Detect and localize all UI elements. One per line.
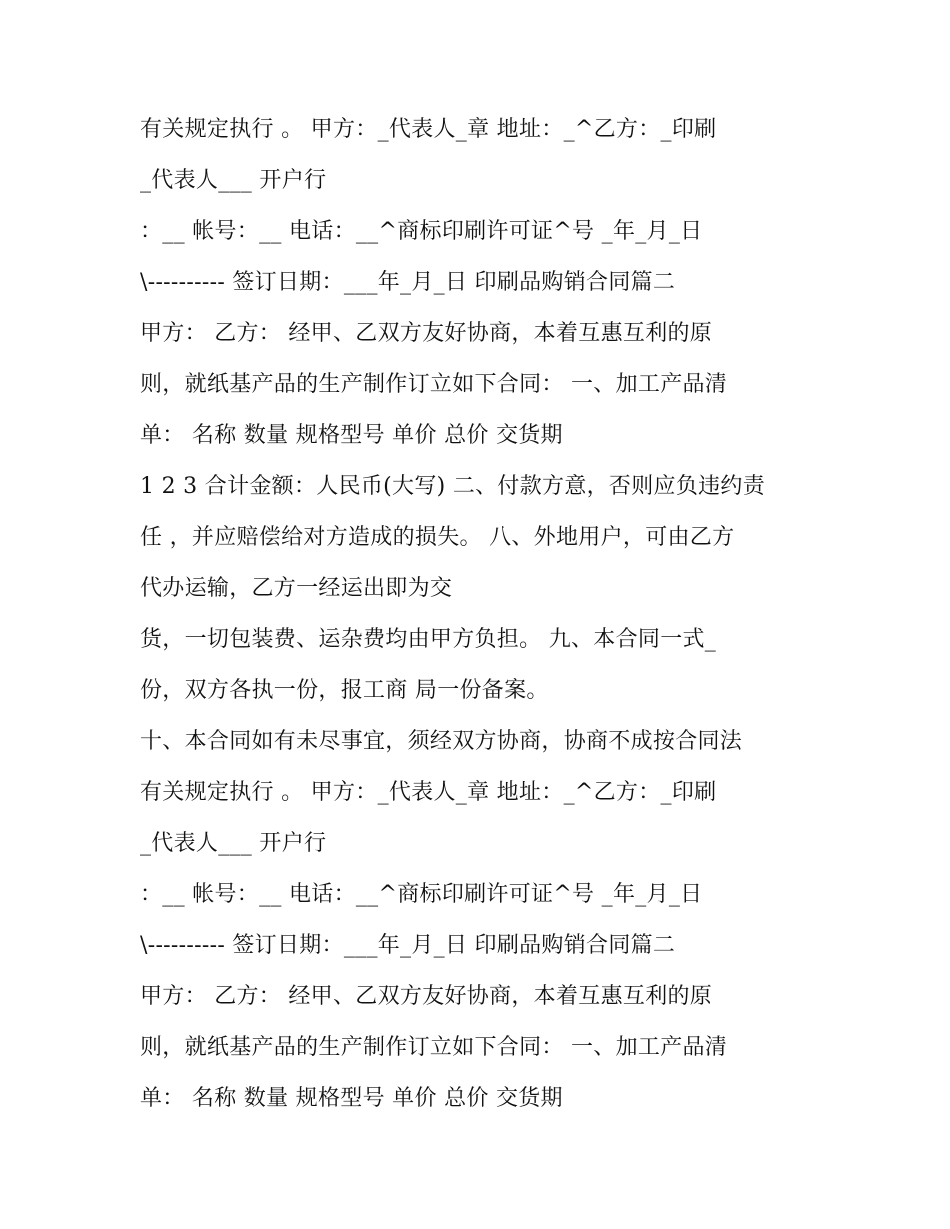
text-line: _代表人___ 开户行 xyxy=(140,831,327,856)
text-line: 则，就纸基产品的生产制作订立如下合同： 一、加工产品清 xyxy=(140,372,728,397)
text-line: 份，双方各执一份，报工商 局一份备案。 xyxy=(140,678,549,703)
text-line: 甲方： 乙方： 经甲、乙双方友好协商，本着互惠互利的原 xyxy=(140,321,713,346)
text-line: 十、本合同如有未尽事宜，须经双方协商，协商不成按合同法 xyxy=(140,729,743,754)
text-line: 货，一切包装费、运杂费均由甲方负担。 九、本合同一式_ xyxy=(140,627,717,652)
text-line: 有关规定执行 。 甲方：_代表人_章 地址：_^乙方：_印刷 xyxy=(140,780,717,805)
text-line: ：__ 帐号：__ 电话：__^商标印刷许可证^号 _年_月_日 xyxy=(140,882,703,907)
text-line: 单： 名称 数量 规格型号 单价 总价 交货期 xyxy=(140,423,563,448)
text-line: 代办运输，乙方一经运出即为交 xyxy=(140,576,453,601)
text-line: 单： 名称 数量 规格型号 单价 总价 交货期 xyxy=(140,1086,563,1111)
text-line: \---------- 签订日期：___年_月_日 印刷品购销合同篇二 xyxy=(140,933,676,958)
text-line: 则，就纸基产品的生产制作订立如下合同： 一、加工产品清 xyxy=(140,1035,728,1060)
text-line: \---------- 签订日期：___年_月_日 印刷品购销合同篇二 xyxy=(140,270,676,295)
text-line: 任 ，并应赔偿给对方造成的损失。 八、外地用户，可由乙方 xyxy=(140,525,735,550)
document-body xyxy=(140,108,830,1128)
text-line: 有关规定执行 。 甲方：_代表人_章 地址：_^乙方：_印刷 xyxy=(140,117,717,142)
text-line: 1 2 3 合计金额：人民币(大写) 二、付款方意，否则应负违约责 xyxy=(140,474,766,499)
text-line: 甲方： 乙方： 经甲、乙双方友好协商，本着互惠互利的原 xyxy=(140,984,713,1009)
text-line: ：__ 帐号：__ 电话：__^商标印刷许可证^号 _年_月_日 xyxy=(140,219,703,244)
text-line: _代表人___ 开户行 xyxy=(140,168,327,193)
